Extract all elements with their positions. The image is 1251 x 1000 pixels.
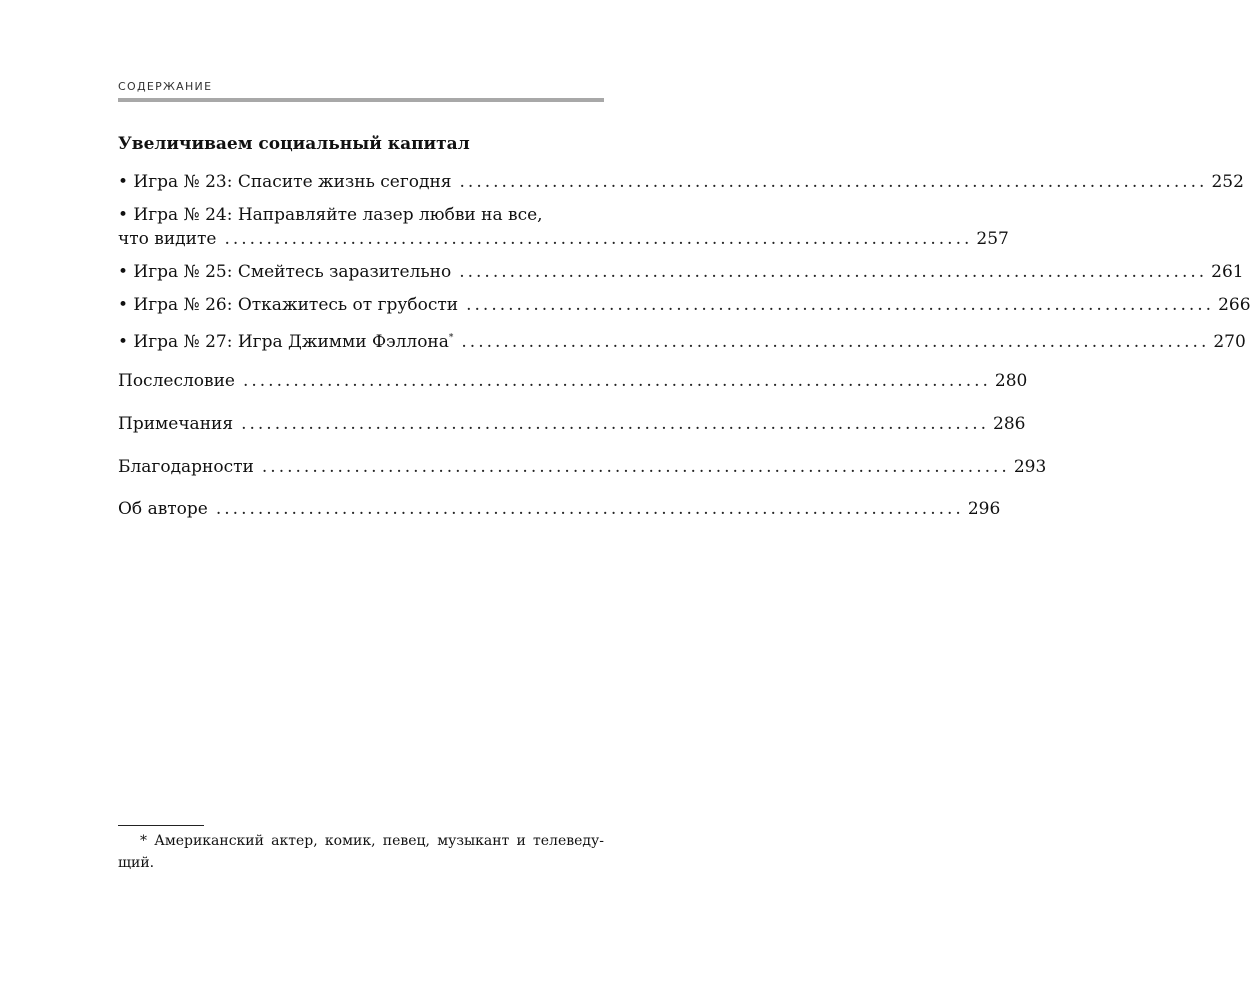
toc-entry-page: 286 [993,414,1026,434]
toc-entry-page: 257 [976,229,1009,249]
toc-entry[interactable] [118,326,1246,352]
toc-entry-title: что видите [118,229,217,249]
toc-entry[interactable] [118,227,1009,251]
footnote [118,830,604,874]
toc-entry-page: 266 [1218,295,1251,315]
toc-entry-title-text: • Игра № 27: Игра Джимми Фэллона [118,332,449,352]
toc-entry-title: Об авторе [118,499,208,519]
toc-entry-title: • Игра № 25: Смейтесь заразительно [118,262,452,282]
dot-leader: ......................................................................................... [261,457,1010,477]
toc-entry-page: 252 [1211,172,1244,192]
toc-entry-title: • Игра № 26: Откажитесь от грубости [118,295,459,315]
toc-entry[interactable] [118,369,1028,393]
toc-entry[interactable] [118,497,1001,521]
toc-entry-title: Благодарности [118,457,254,477]
toc-entry[interactable] [118,260,1244,284]
footnote-marker: * [448,333,454,343]
toc-entry-page: 296 [967,499,1001,519]
dot-leader: ......................................................................................... [466,295,1215,315]
toc-entry[interactable] [118,293,1251,317]
footnote-line-2: щий. [118,855,155,871]
toc-entry-title-line1: • Игра № 24: Направляйте лазер любви на все, [118,205,543,225]
dot-leader: ......................................................................................... [241,414,990,434]
toc-entry[interactable] [118,170,1244,194]
toc-entry-page: 270 [1213,332,1246,352]
dot-leader: ......................................................................................... [459,172,1208,192]
toc-entry-page: 293 [1013,457,1047,477]
toc-entry-page: 261 [1211,262,1244,282]
dot-leader: ......................................................................................... [461,332,1210,352]
dot-leader: ......................................................................................... [215,499,964,519]
dot-leader: ......................................................................................... [242,371,991,391]
toc-entry-title: Послесловие [118,371,235,391]
footnote-line-1: * Американский актер, комик, певец, музыкант и телеведу- [140,833,604,849]
running-head: СОДЕРЖАНИЕ [118,80,213,93]
footnote-rule [118,825,204,826]
header-rule [118,98,604,102]
section-heading: Увеличиваем социальный капитал [118,134,470,154]
dot-leader: ......................................................................................... [459,262,1208,282]
toc-entry-title: • Игра № 23: Спасите жизнь сегодня [118,172,452,192]
dot-leader: ......................................................................................... [224,229,973,249]
toc-entry-page: 280 [994,371,1028,391]
toc-entry-title: Примечания [118,414,234,434]
toc-entry[interactable] [118,412,1026,436]
toc-entry-title [118,326,453,354]
toc-entry[interactable] [118,455,1047,479]
